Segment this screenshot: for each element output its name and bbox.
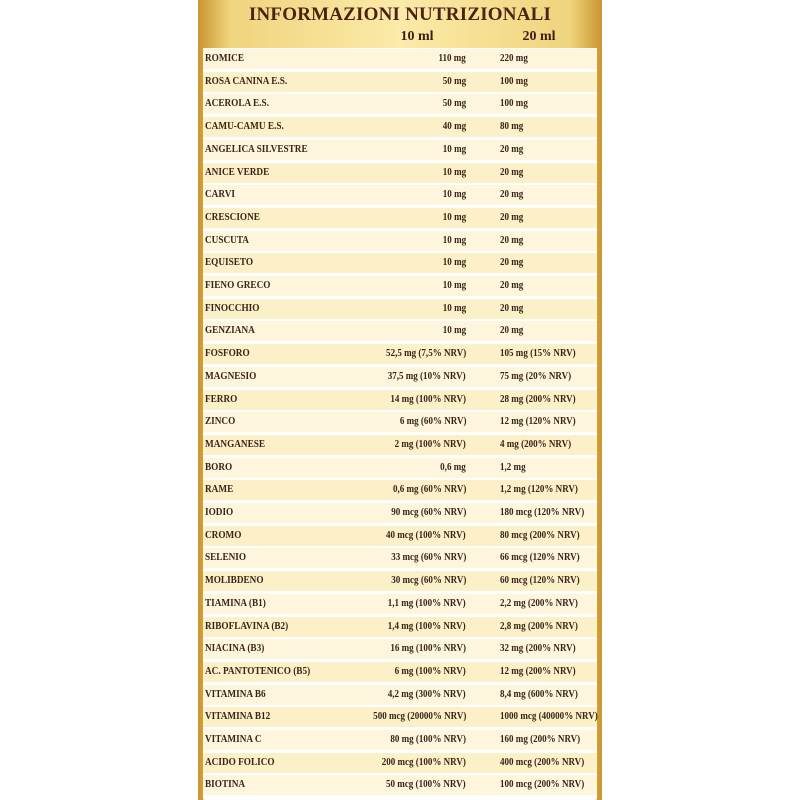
value-20ml: 20 mg <box>500 257 524 269</box>
value-20ml: 8,4 mg (600% NRV) <box>500 688 578 700</box>
nutrient-name: CROMO <box>205 529 242 541</box>
value-10ml: 10 mg <box>442 189 466 201</box>
panel-title: INFORMAZIONI NUTRIZIONALI <box>248 4 552 25</box>
value-20ml: 80 mcg (200% NRV) <box>500 529 580 541</box>
table-row <box>203 457 597 478</box>
nutrient-name: ROSA CANINA E.S. <box>205 75 288 87</box>
value-10ml: 37,5 mg (10% NRV) <box>388 370 466 382</box>
nutrient-name: CUSCUTA <box>205 234 249 246</box>
nutrient-name: RAME <box>205 484 234 496</box>
value-20ml: 220 mg <box>500 53 528 64</box>
value-20ml: 2,8 mg (200% NRV) <box>500 620 578 632</box>
value-20ml: 2,2 mg (200% NRV) <box>500 597 578 609</box>
table-row <box>203 230 597 251</box>
nutrient-name: ANICE VERDE <box>205 166 270 178</box>
nutrient-name: BIOTINA <box>205 779 246 791</box>
table-row <box>203 343 597 364</box>
nutrient-name: ACIDO FOLICO <box>205 756 275 768</box>
nutrient-name: VITAMINA B12 <box>205 711 271 723</box>
value-20ml: 66 mcg (120% NRV) <box>500 552 580 564</box>
nutrient-name: MAGNESIO <box>205 370 257 382</box>
column-header-20ml: 20 ml <box>522 29 556 44</box>
value-20ml: 20 mg <box>500 234 524 246</box>
table-row <box>203 752 597 773</box>
nutrient-name: ANGELICA SILVESTRE <box>205 143 308 155</box>
table-row <box>203 547 597 568</box>
value-10ml: 110 mg <box>438 53 466 64</box>
value-10ml: 10 mg <box>442 325 466 337</box>
table-row <box>203 411 597 432</box>
table-row <box>203 93 597 114</box>
nutrient-name: CARVI <box>205 189 235 201</box>
nutrient-name: VITAMINA C <box>205 734 262 745</box>
nutrient-name: ZINCO <box>205 416 236 428</box>
value-10ml: 30 mcg (60% NRV) <box>390 575 466 587</box>
nutrient-name: VITAMINA B6 <box>205 688 266 700</box>
value-10ml: 90 mcg (60% NRV) <box>390 507 466 518</box>
table-row <box>203 616 597 637</box>
value-10ml: 40 mg <box>442 121 466 133</box>
value-10ml: 0,6 mg (60% NRV) <box>392 484 466 496</box>
nutrient-name: RIBOFLAVINA (B2) <box>205 620 289 632</box>
value-10ml: 10 mg <box>442 211 466 223</box>
value-10ml: 40 mcg (100% NRV) <box>386 529 466 541</box>
table-row <box>203 774 597 795</box>
value-10ml: 4,2 mg (300% NRV) <box>388 688 466 700</box>
value-20ml: 100 mcg (200% NRV) <box>500 779 585 791</box>
value-10ml: 6 mg (100% NRV) <box>394 665 466 677</box>
value-10ml: 500 mcg (20000% NRV) <box>372 711 466 723</box>
value-10ml: 33 mcg (60% NRV) <box>390 552 466 564</box>
value-20ml: 12 mg (120% NRV) <box>500 416 576 428</box>
nutrient-name: CAMU-CAMU E.S. <box>205 121 284 133</box>
column-header-10ml: 10 ml <box>400 29 434 44</box>
table-row <box>203 389 597 410</box>
nutrient-name: TIAMINA (B1) <box>205 597 266 609</box>
value-20ml: 20 mg <box>500 280 524 291</box>
table-row <box>203 366 597 387</box>
nutrient-name: MANGANESE <box>205 438 266 450</box>
table-row <box>203 661 597 682</box>
table-row <box>203 71 597 92</box>
table-row <box>203 525 597 546</box>
value-10ml: 0,6 mg <box>440 461 466 473</box>
value-20ml: 1000 mcg (40000% NRV) <box>500 711 598 723</box>
nutrient-name: IODIO <box>205 507 234 518</box>
nutrient-name: FOSFORO <box>205 348 250 360</box>
value-10ml: 50 mg <box>442 98 466 110</box>
table-row <box>203 638 597 659</box>
table-row <box>203 320 597 341</box>
value-10ml: 10 mg <box>442 280 466 291</box>
value-20ml: 105 mg (15% NRV) <box>500 348 576 360</box>
value-20ml: 60 mcg (120% NRV) <box>500 575 580 587</box>
value-20ml: 400 mcg (200% NRV) <box>500 756 585 768</box>
value-10ml: 10 mg <box>442 166 466 178</box>
nutrient-name: MOLIBDENO <box>205 575 264 587</box>
nutrition-panel <box>198 0 602 800</box>
value-10ml: 50 mcg (100% NRV) <box>386 779 466 791</box>
value-20ml: 100 mg <box>500 98 528 110</box>
value-20ml: 20 mg <box>500 143 524 155</box>
value-10ml: 16 mg (100% NRV) <box>390 643 466 655</box>
value-20ml: 160 mg (200% NRV) <box>500 734 581 745</box>
table-row <box>203 116 597 137</box>
value-20ml: 28 mg (200% NRV) <box>500 393 576 405</box>
nutrient-name: SELENIO <box>205 552 247 564</box>
table-row <box>203 48 597 69</box>
table-row <box>203 252 597 273</box>
value-20ml: 32 mg (200% NRV) <box>500 643 576 655</box>
value-20ml: 20 mg <box>500 302 524 314</box>
table-row <box>203 139 597 160</box>
value-20ml: 180 mcg (120% NRV) <box>500 507 585 518</box>
value-20ml: 80 mg <box>500 121 524 133</box>
value-20ml: 12 mg (200% NRV) <box>500 665 576 677</box>
nutrient-name: BORO <box>205 461 233 473</box>
value-20ml: 1,2 mg <box>500 461 526 473</box>
value-20ml: 1,2 mg (120% NRV) <box>500 484 578 496</box>
table-row <box>203 729 597 750</box>
value-10ml: 50 mg <box>442 75 466 87</box>
value-20ml: 75 mg (20% NRV) <box>500 370 572 382</box>
nutrient-name: FERRO <box>205 393 238 405</box>
value-10ml: 2 mg (100% NRV) <box>394 438 466 450</box>
value-10ml: 10 mg <box>442 302 466 314</box>
value-20ml: 4 mg (200% NRV) <box>500 438 572 450</box>
value-10ml: 10 mg <box>442 234 466 246</box>
value-10ml: 6 mg (60% NRV) <box>399 416 466 428</box>
nutrient-name: NIACINA (B3) <box>205 643 265 655</box>
table-row <box>203 570 597 591</box>
nutrient-name: FINOCCHIO <box>205 302 260 314</box>
nutrition-table <box>203 48 597 800</box>
value-10ml: 80 mg (100% NRV) <box>390 734 466 745</box>
nutrient-name: AC. PANTOTENICO (B5) <box>205 665 311 677</box>
value-10ml: 14 mg (100% NRV) <box>390 393 466 405</box>
nutrient-name: ACEROLA E.S. <box>205 98 269 110</box>
table-row <box>203 593 597 614</box>
value-20ml: 20 mg <box>500 189 524 201</box>
nutrient-name: EQUISETO <box>205 257 254 269</box>
table-row <box>203 207 597 228</box>
nutrient-name: CRESCIONE <box>205 211 260 223</box>
value-20ml: 20 mg <box>500 166 524 178</box>
nutrient-name: GENZIANA <box>205 325 255 337</box>
table-row <box>203 706 597 727</box>
value-10ml: 1,4 mg (100% NRV) <box>388 620 466 632</box>
table-row <box>203 502 597 523</box>
value-10ml: 1,1 mg (100% NRV) <box>388 597 466 609</box>
table-row <box>203 162 597 183</box>
value-20ml: 20 mg <box>500 325 524 337</box>
table-row <box>203 275 597 296</box>
value-10ml: 52,5 mg (7,5% NRV) <box>385 348 466 360</box>
value-20ml: 20 mg <box>500 211 524 223</box>
table-row <box>203 184 597 205</box>
nutrient-name: FIENO GRECO <box>205 280 271 291</box>
table-row <box>203 684 597 705</box>
table-row <box>203 298 597 319</box>
value-10ml: 10 mg <box>442 257 466 269</box>
table-row <box>203 479 597 500</box>
value-20ml: 100 mg <box>500 75 528 87</box>
table-row <box>203 434 597 455</box>
nutrient-name: ROMICE <box>205 53 245 64</box>
value-10ml: 200 mcg (100% NRV) <box>381 756 466 768</box>
value-10ml: 10 mg <box>442 143 466 155</box>
